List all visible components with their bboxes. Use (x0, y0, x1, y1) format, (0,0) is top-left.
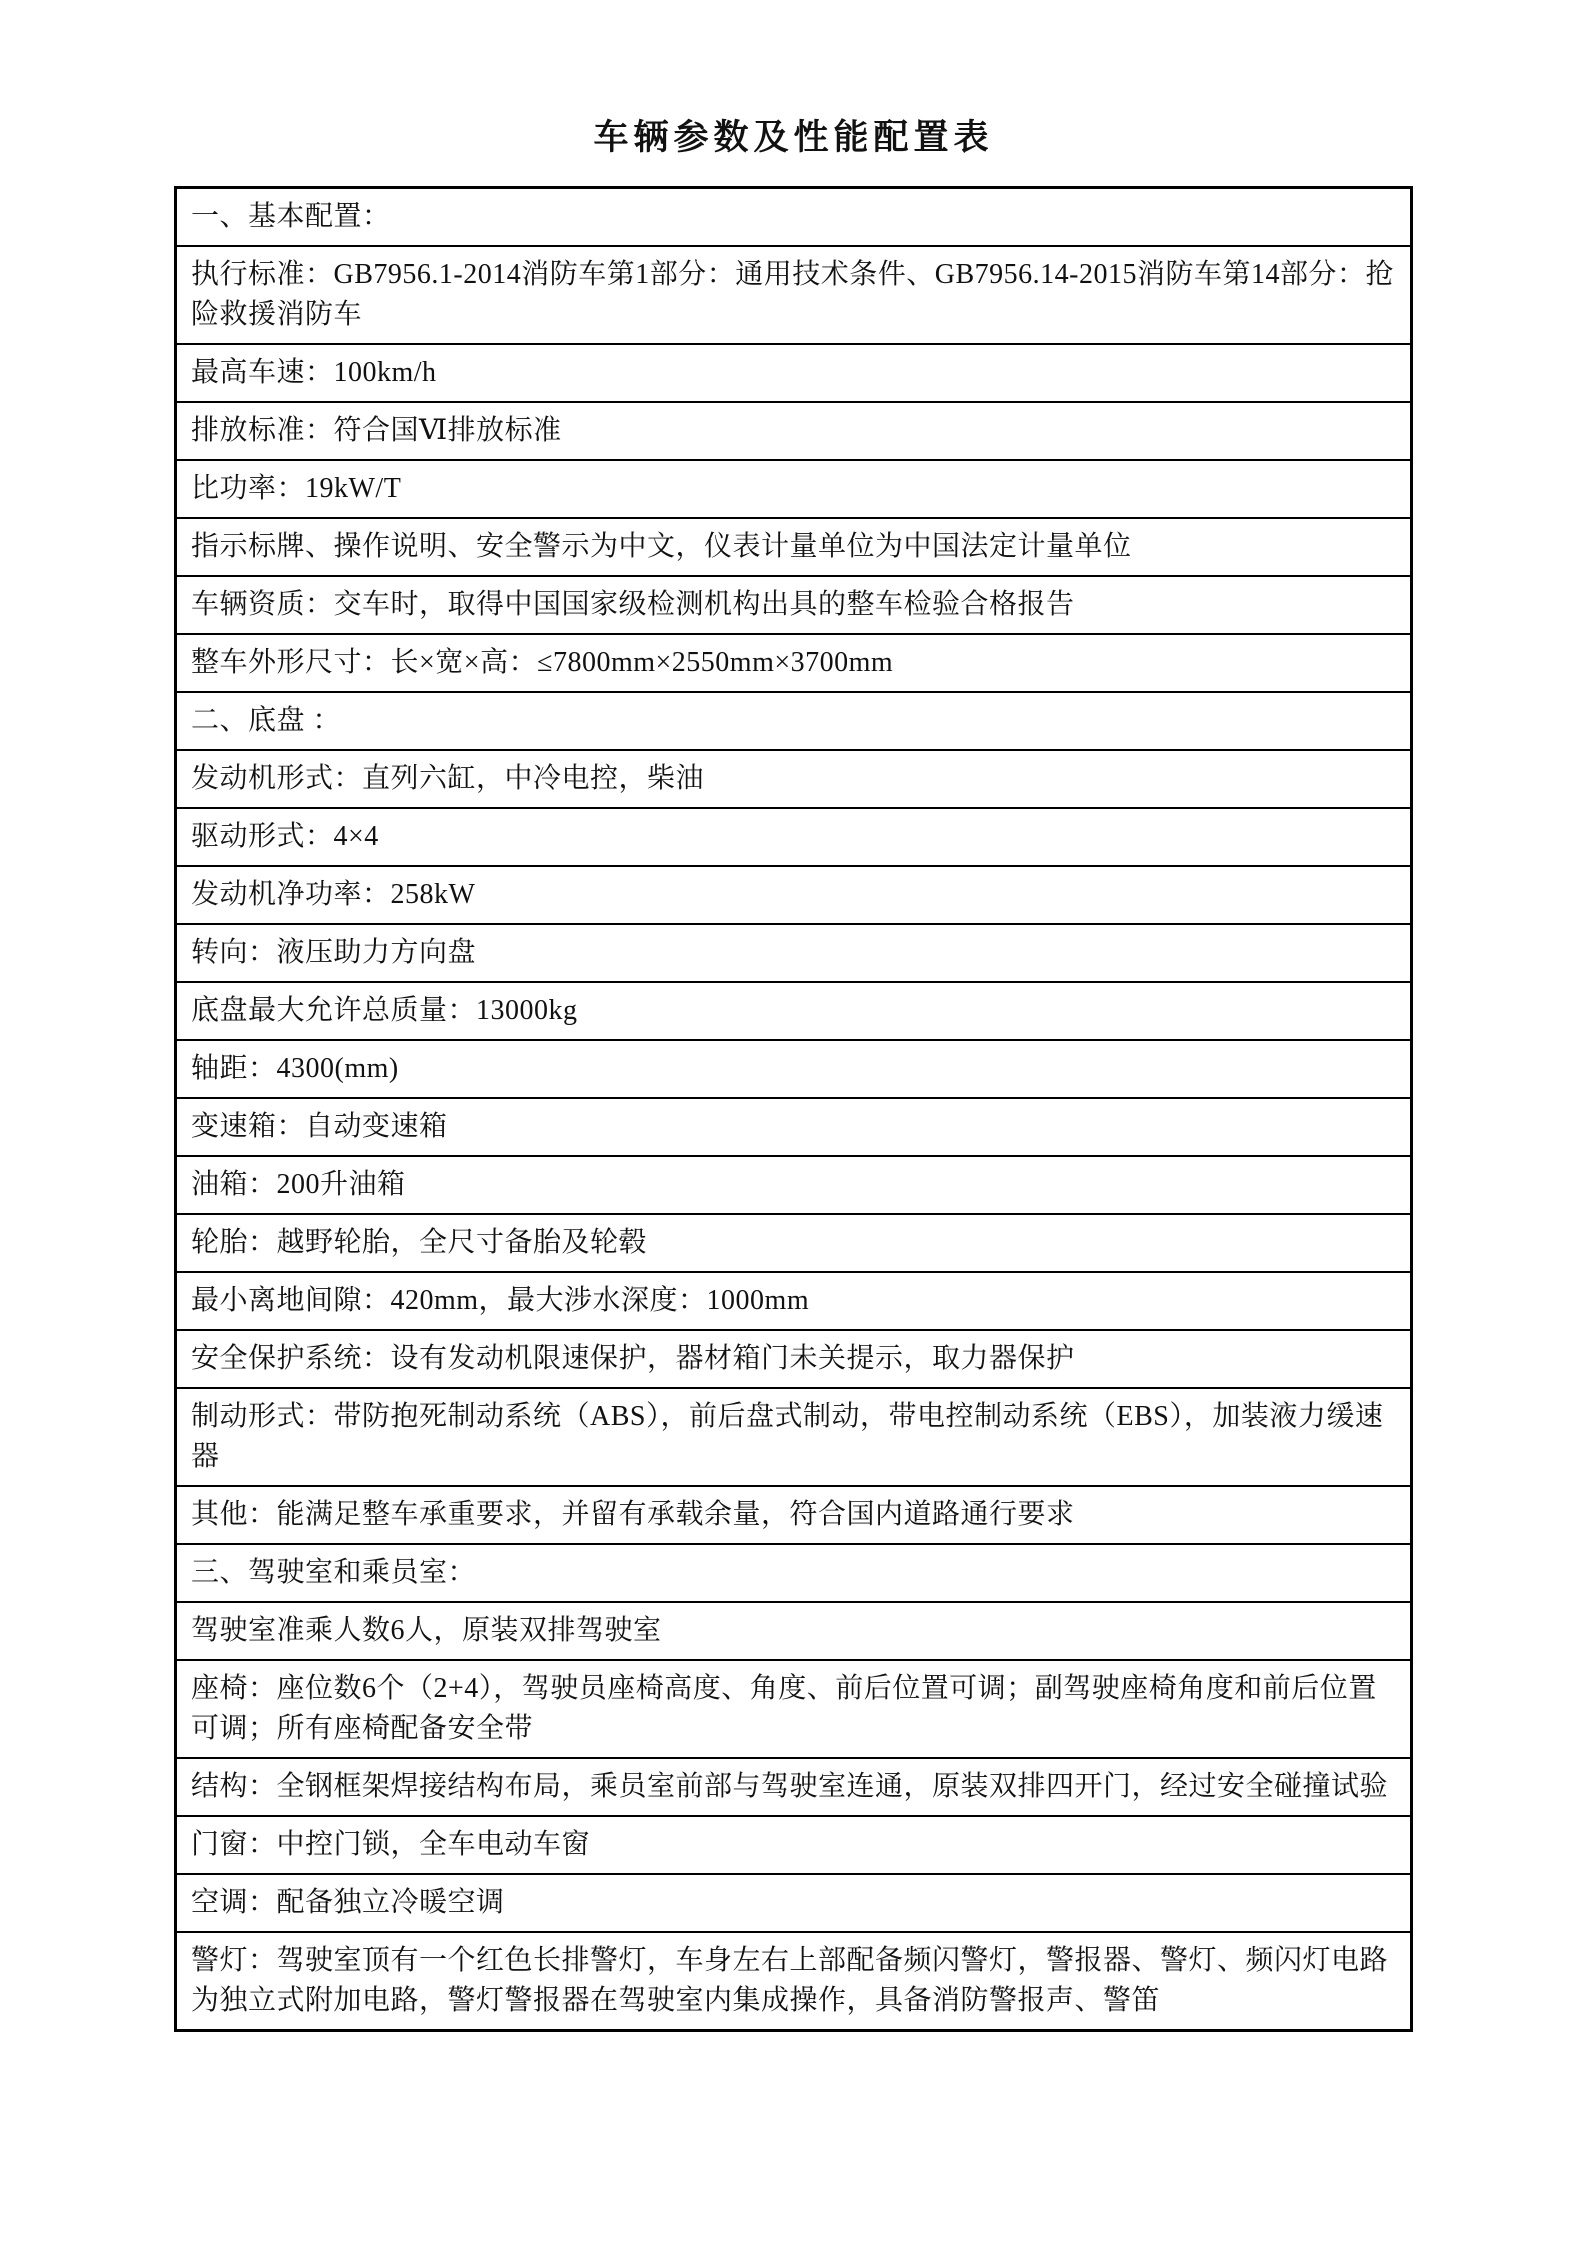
row-text: 警灯：驾驶室顶有一个红色长排警灯，车身左右上部配备频闪警灯，警报器、警灯、频闪灯电路为独立式附加电路，警灯警报器在驾驶室内集成操作，具备消防警报声、警笛 (191, 1944, 1389, 2016)
table-row (177, 577, 1410, 635)
row-text: 整车外形尺寸：长×宽×高：≤7800mm×2550mm×3700mm (191, 646, 894, 678)
table-row (177, 1875, 1410, 1933)
table-section-row (177, 189, 1410, 247)
row-text: 底盘最大允许总质量：13000kg (191, 994, 578, 1026)
row-text: 二、底盘 ： (191, 704, 342, 736)
row-text: 结构：全钢框架焊接结构布局，乘员室前部与驾驶室连通，原装双排四开门，经过安全碰撞试验 (191, 1770, 1389, 1802)
page-title: 车辆参数及性能配置表 (593, 118, 994, 157)
table-row (177, 1759, 1410, 1817)
row-text: 最小离地间隙：420mm，最大涉水深度：1000mm (191, 1284, 810, 1316)
row-text: 驾驶室准乘人数6人，原装双排驾驶室 (191, 1614, 662, 1646)
row-text: 比功率：19kW/T (191, 472, 402, 504)
row-text: 驱动形式：4×4 (191, 820, 379, 852)
table-row (177, 1099, 1410, 1157)
vehicle-spec-table (174, 186, 1413, 2032)
row-text: 排放标准：符合国Ⅵ排放标准 (191, 414, 562, 446)
row-text: 发动机形式：直列六缸，中冷电控，柴油 (191, 762, 705, 794)
row-text: 制动形式：带防抱死制动系统（ABS），前后盘式制动，带电控制动系统（EBS），加装液力缓速器 (191, 1400, 1384, 1472)
table-row (177, 867, 1410, 925)
table-row (177, 1215, 1410, 1273)
table-row (177, 1389, 1410, 1487)
table-row (177, 751, 1410, 809)
table-row (177, 1603, 1410, 1661)
row-text: 转向：液压助力方向盘 (191, 936, 477, 968)
row-text: 门窗：中控门锁，全车电动车窗 (191, 1828, 591, 1860)
table-row (177, 1157, 1410, 1215)
table-row (177, 1331, 1410, 1389)
table-row (177, 1487, 1410, 1545)
table-row (177, 635, 1410, 693)
table-row (177, 983, 1410, 1041)
table-section-row (177, 1545, 1410, 1603)
table-row (177, 519, 1410, 577)
table-row (177, 345, 1410, 403)
row-text: 其他：能满足整车承重要求，并留有承载余量，符合国内道路通行要求 (191, 1498, 1075, 1530)
row-text: 指示标牌、操作说明、安全警示为中文，仪表计量单位为中国法定计量单位 (191, 530, 1132, 562)
table-row (177, 403, 1410, 461)
table-row (177, 1817, 1410, 1875)
table-row (177, 1041, 1410, 1099)
row-text: 空调：配备独立冷暖空调 (191, 1886, 505, 1918)
row-text: 轴距：4300(mm) (191, 1052, 399, 1084)
table-row (177, 461, 1410, 519)
row-text: 变速箱：自动变速箱 (191, 1110, 448, 1142)
table-row (177, 247, 1410, 345)
row-text: 最高车速：100km/h (191, 356, 437, 388)
row-text: 一、基本配置： (191, 200, 391, 232)
row-text: 座椅：座位数6个（2+4），驾驶员座椅高度、角度、前后位置可调；副驾驶座椅角度和前后位置可调；所有座椅配备安全带 (191, 1672, 1377, 1744)
row-text: 执行标准：GB7956.1-2014消防车第1部分：通用技术条件、GB7956.14-2015消防车第14部分：抢险救援消防车 (191, 258, 1394, 330)
row-text: 发动机净功率：258kW (191, 878, 476, 910)
table-row (177, 925, 1410, 983)
row-text: 安全保护系统：设有发动机限速保护，器材箱门未关提示，取力器保护 (191, 1342, 1075, 1374)
row-text: 三、驾驶室和乘员室： (191, 1556, 477, 1588)
row-text: 车辆资质：交车时，取得中国国家级检测机构出具的整车检验合格报告 (191, 588, 1075, 620)
table-row (177, 1661, 1410, 1759)
row-text: 轮胎：越野轮胎，全尺寸备胎及轮毂 (191, 1226, 648, 1258)
table-row (177, 809, 1410, 867)
row-text: 油箱：200升油箱 (191, 1168, 406, 1200)
table-row (177, 1933, 1410, 2029)
table-row (177, 1273, 1410, 1331)
table-section-row (177, 693, 1410, 751)
